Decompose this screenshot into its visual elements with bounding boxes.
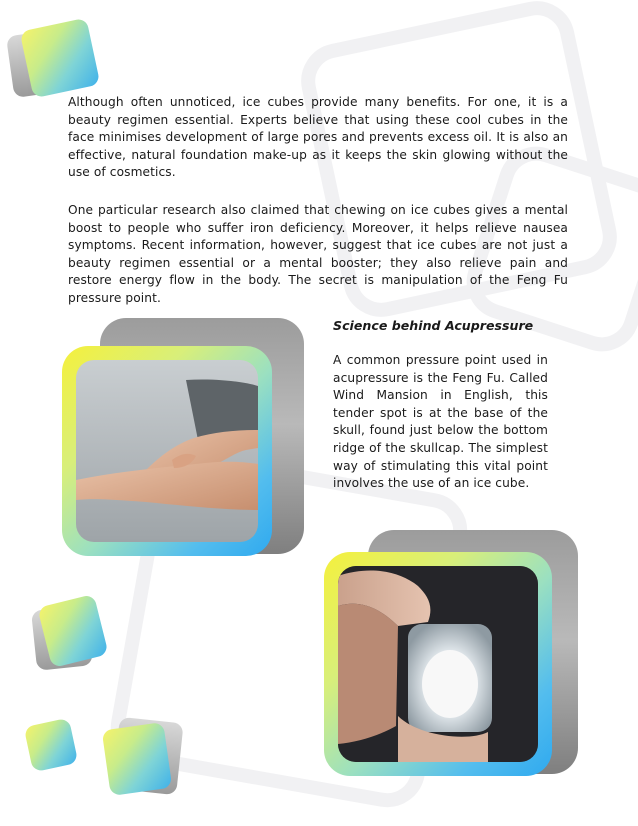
intro-paragraph: Although often unnoticed, ice cubes provide many benefits. For one, it is a beauty regimen essential. Experts believe that using these cool cubes in the face minimises development of large pores and prevents excess oil. It is also an effective, natural foundation make-up as it keeps the skin glowing without the use of cosmetics. <box>68 95 568 180</box>
ice-cube-photo <box>338 566 538 762</box>
section-paragraph: A common pressure point used in acupressure is the Feng Fu. Called Wind Mansion in English, this tender spot is at the base of the skull, found just below the bottom ridge of the skullcap. The simplest way of stimulating this vital point involves the use of an ice cube. <box>333 353 548 491</box>
ice-cube-photo-image <box>338 566 538 762</box>
hand-photo-image <box>76 360 258 542</box>
section-heading: Science behind Acupressure <box>333 318 534 333</box>
research-paragraph: One particular research also claimed that chewing on ice cubes gives a mental boost to people who suffer iron deficiency. Moreover, it helps relieve nausea symptoms. Recent information, however, suggest that ice cubes are not just a beauty regimen essential or a mental booster; they also relieve pain and restore energy flow in the body. The secret is manipulation of the Feng Fu pressure point. <box>68 203 568 305</box>
hand-photo <box>76 360 258 542</box>
